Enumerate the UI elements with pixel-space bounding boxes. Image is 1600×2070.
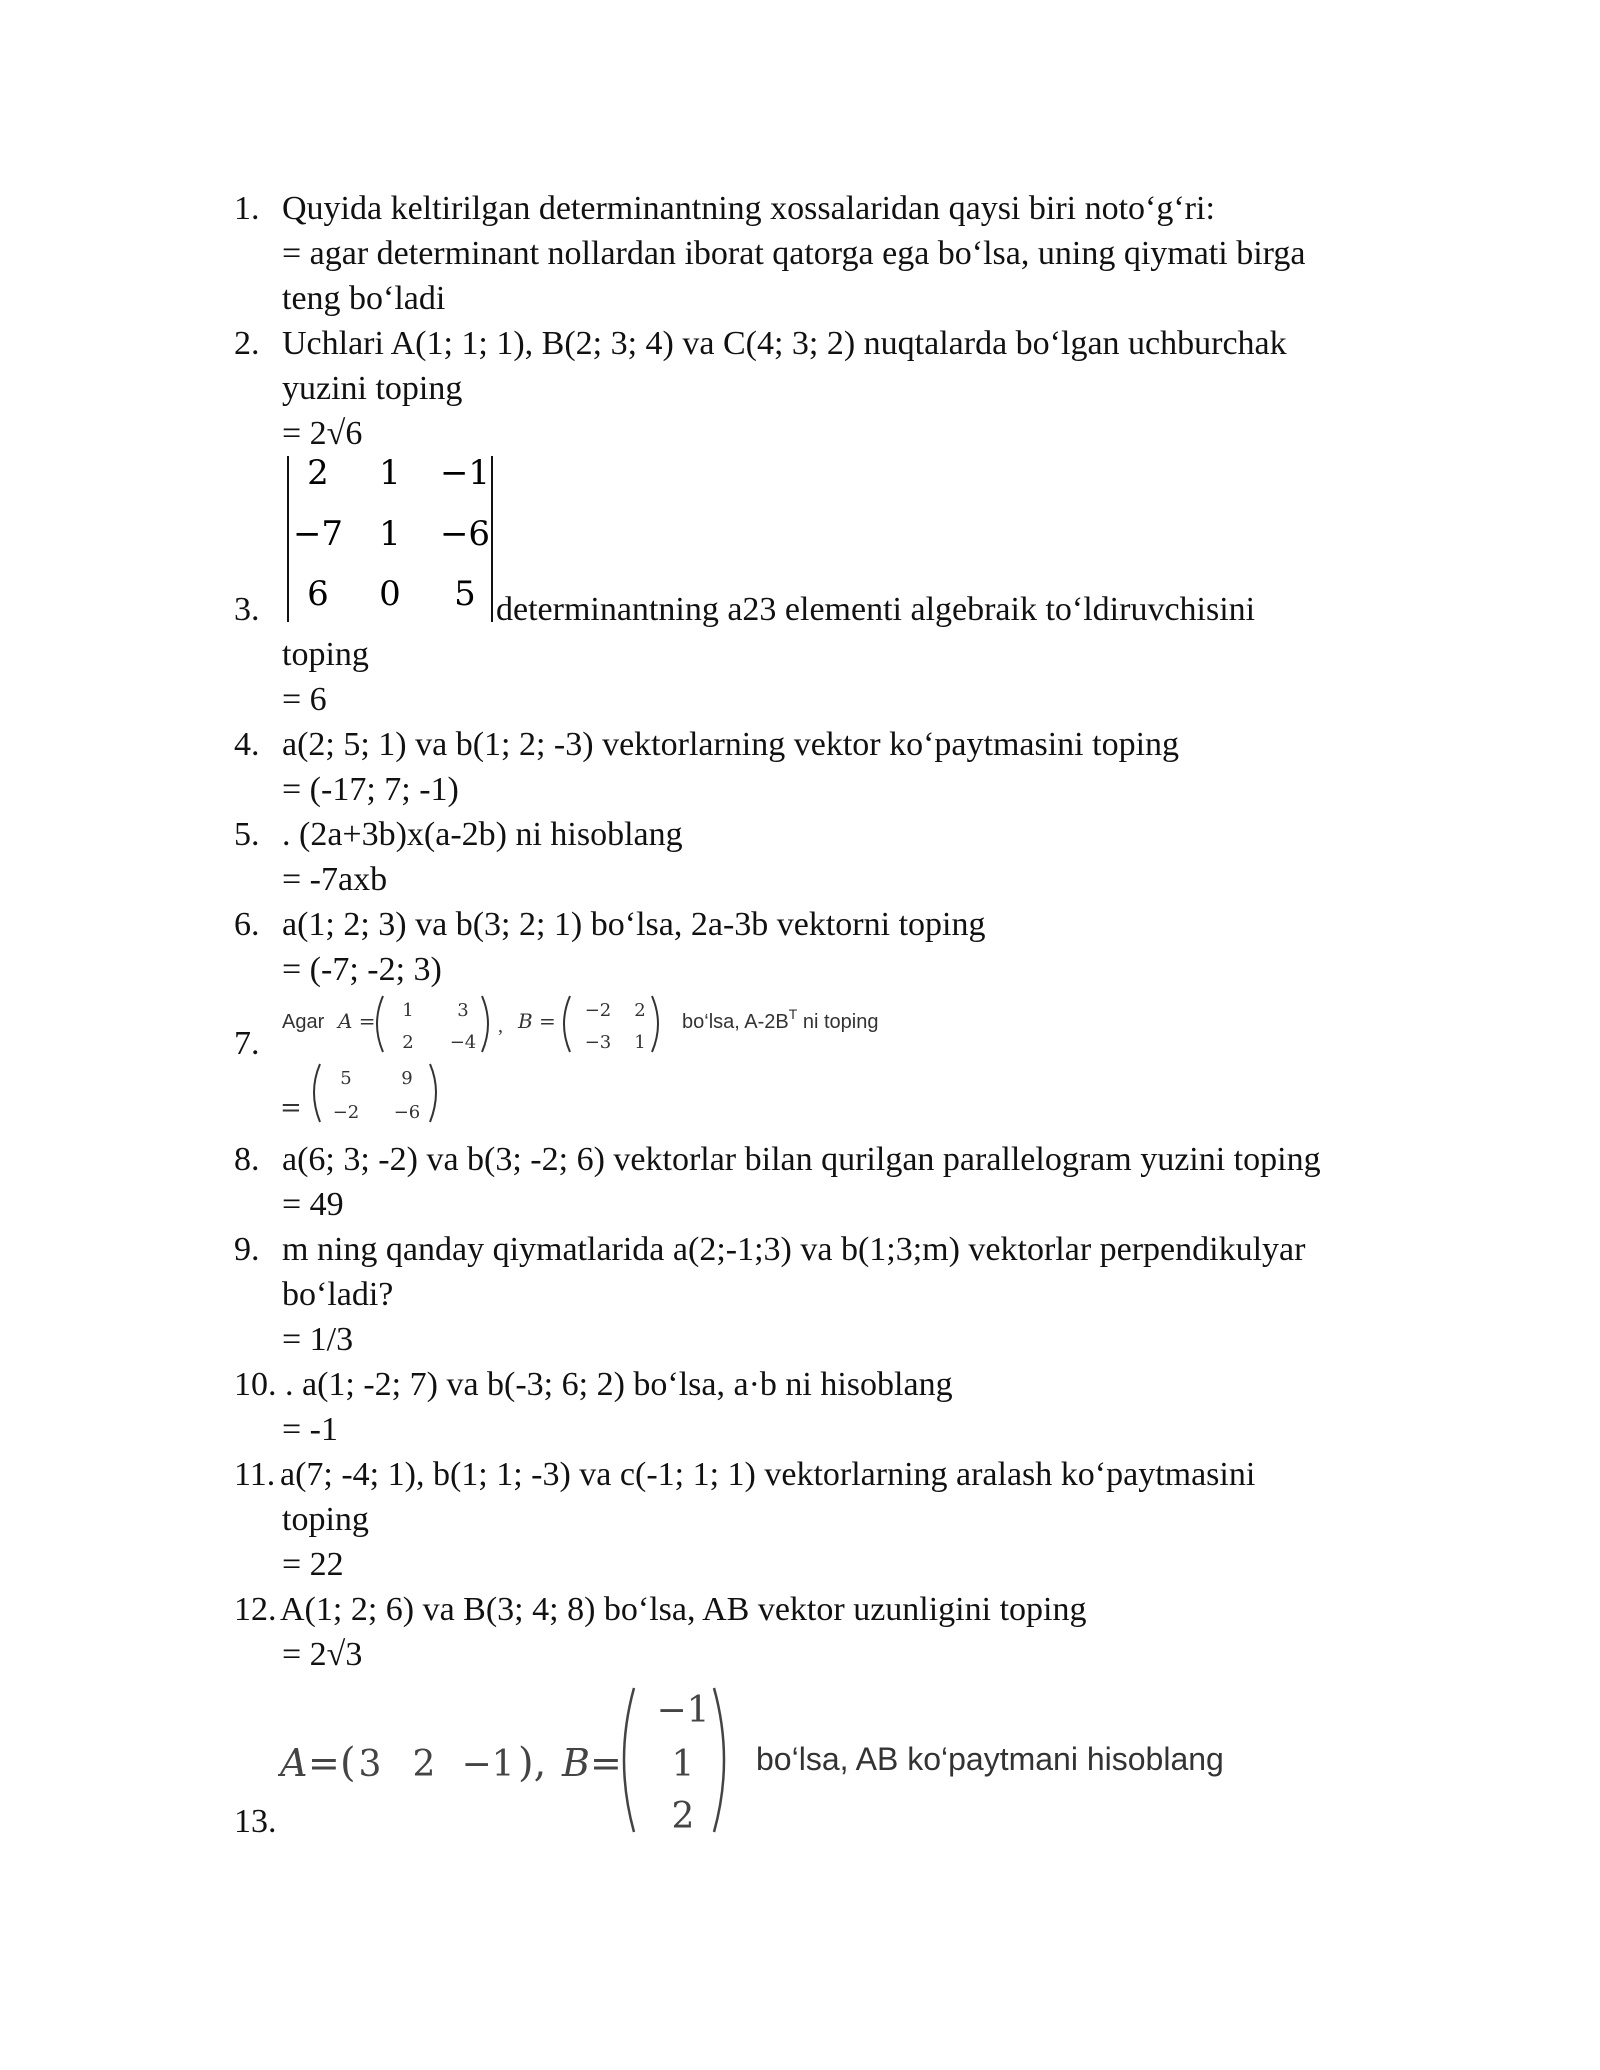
- question-text: . (2a+3b)x(a-2b) ni hisoblang: [282, 816, 683, 853]
- question-tail: bo‘lsa, A-2B: [682, 1011, 789, 1033]
- matrix-b-label: B =: [518, 1009, 556, 1033]
- matrix-cell: 2: [307, 453, 329, 493]
- answer-text: = 1/3: [282, 1321, 354, 1358]
- matrix-cell: 2: [412, 1744, 436, 1785]
- item-number: 6.: [234, 906, 260, 943]
- matrix-product-image: [278, 1680, 1258, 1840]
- question-tail: bo‘lsa, AB ko‘paytmani hisoblang: [756, 1741, 1224, 1777]
- equals-sign: =: [308, 1741, 340, 1785]
- matrix-cell: 5: [454, 574, 476, 614]
- agar-label: Agar: [282, 1011, 325, 1033]
- matrix-answer-image: [280, 1058, 460, 1128]
- matrix-cell: 9: [401, 1068, 413, 1089]
- answer-text: teng bo‘ladi: [282, 280, 446, 317]
- item-number: 11.: [234, 1456, 276, 1493]
- matrix-cell: −7: [292, 514, 344, 554]
- item-number: 2.: [234, 325, 260, 362]
- matrix-b-label: B: [562, 1741, 590, 1785]
- matrix-a-label: A: [280, 1741, 308, 1785]
- matrix-a-label: A =: [338, 1009, 376, 1033]
- question-text: . a(1; -2; 7) va b(-3; 6; 2) bo‘lsa, a·b ni hisoblang: [285, 1366, 953, 1403]
- answer-text: = (-7; -2; 3): [282, 951, 442, 988]
- matrix-cell: 1: [634, 1032, 646, 1053]
- svg-text:,: ,: [498, 1015, 503, 1037]
- transpose-sup: T: [788, 1006, 798, 1022]
- question-text: toping: [282, 1501, 369, 1538]
- question-text: determinantning a23 elementi algebraik to‘ldiruvchisini: [496, 591, 1256, 628]
- matrix-cell: 2: [671, 1796, 695, 1837]
- matrix-cell: 0: [379, 574, 401, 614]
- answer-text: = -7axb: [282, 861, 388, 898]
- matrix-cell: 5: [340, 1068, 352, 1089]
- answer-text: = 49: [282, 1186, 344, 1223]
- matrix-cell: −1: [656, 1690, 710, 1731]
- item-number: 4.: [234, 726, 260, 763]
- question-text: a(1; 2; 3) va b(3; 2; 1) bo‘lsa, 2a-3b vektorni toping: [282, 906, 986, 943]
- question-text: A(1; 2; 6) va B(3; 4; 8) bo‘lsa, AB vektor uzunligini toping: [280, 1591, 1087, 1628]
- answer-text: = 2√3: [282, 1636, 363, 1673]
- item-number: 13.: [234, 1803, 277, 1840]
- answer-text: = 2√6: [282, 415, 363, 452]
- matrix-cell: 6: [307, 574, 329, 614]
- item-number: 7.: [234, 1025, 260, 1062]
- matrix-cell: 1: [379, 514, 401, 554]
- matrix-cell: 3: [358, 1744, 382, 1785]
- item-number: 9.: [234, 1231, 260, 1268]
- item-number: 10.: [234, 1366, 277, 1403]
- matrix-cell: 2: [402, 1032, 414, 1053]
- matrix-cell: 2: [634, 1000, 646, 1021]
- matrix-cell: 1: [402, 1000, 414, 1021]
- matrix-cell: 1: [379, 453, 401, 493]
- item-number: 8.: [234, 1141, 260, 1178]
- matrix-cell: −2: [584, 1000, 612, 1021]
- matrix-cell: 3: [457, 1000, 469, 1021]
- question-text: a(6; 3; -2) va b(3; -2; 6) vektorlar bilan qurilgan parallelogram yuzini toping: [282, 1141, 1321, 1178]
- svg-text:),: ),: [518, 1740, 547, 1786]
- question-text: toping: [282, 636, 369, 673]
- question-text: a(7; -4; 1), b(1; 1; -3) va c(-1; 1; 1) vektorlarning aralash ko‘paytmasini: [280, 1456, 1256, 1493]
- matrix-cell: −1: [439, 453, 491, 493]
- matrix-question-image: [280, 990, 940, 1060]
- svg-text:(: (: [340, 1740, 356, 1786]
- question-tail-2: ni toping: [797, 1011, 879, 1033]
- answer-text: = agar determinant nollardan iborat qatorga ega bo‘lsa, uning qiymati birga: [282, 235, 1306, 272]
- question-text: a(2; 5; 1) va b(1; 2; -3) vektorlarning vektor ko‘paytmasini toping: [282, 726, 1180, 763]
- item-number: 1.: [234, 190, 260, 227]
- matrix-cell: −6: [439, 514, 491, 554]
- answer-text: = 6: [282, 681, 327, 718]
- question-text: Quyida keltirilgan determinantning xossalaridan qaysi biri noto‘g‘ri:: [282, 190, 1215, 227]
- determinant-image: [280, 452, 500, 632]
- matrix-cell: −3: [584, 1032, 612, 1053]
- svg-text:bo‘lsa, A-2BT ni toping: [682, 1006, 878, 1033]
- answer-eq: =: [280, 1093, 302, 1123]
- item-number: 12.: [234, 1591, 277, 1628]
- question-text: m ning qanday qiymatlarida a(2;-1;3) va b(1;3;m) vektorlar perpendikulyar: [282, 1231, 1306, 1268]
- question-text: yuzini toping: [282, 370, 463, 407]
- matrix-cell: −4: [449, 1032, 477, 1053]
- question-text: bo‘ladi?: [282, 1276, 394, 1313]
- matrix-cell: −2: [332, 1102, 360, 1123]
- answer-text: = (-17; 7; -1): [282, 771, 459, 808]
- matrix-cell: −6: [393, 1102, 421, 1123]
- item-number: 3.: [234, 591, 260, 628]
- matrix-cell: −1: [461, 1744, 515, 1785]
- answer-text: = -1: [282, 1411, 338, 1448]
- svg-text:=: =: [590, 1741, 622, 1785]
- question-text: Uchlari A(1; 1; 1), B(2; 3; 4) va C(4; 3; 2) nuqtalarda bo‘lgan uchburchak: [282, 325, 1287, 362]
- answer-text: = 22: [282, 1546, 344, 1583]
- matrix-cell: 1: [671, 1744, 695, 1785]
- item-number: 5.: [234, 816, 260, 853]
